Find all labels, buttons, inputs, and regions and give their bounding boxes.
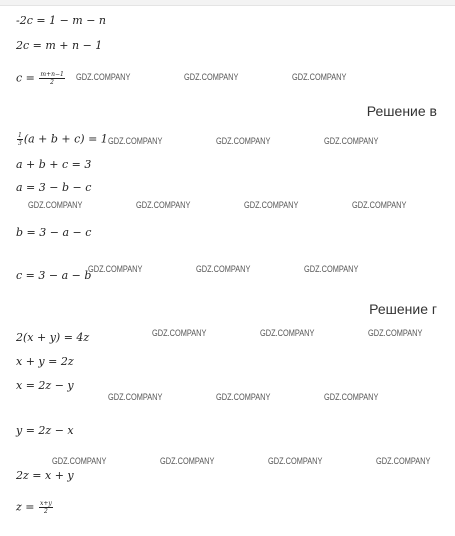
- equation-line: 2(x + y) = 4z: [16, 331, 90, 344]
- watermark: GDZ.COMPANY: [136, 200, 191, 210]
- fraction: [39, 500, 53, 515]
- equation-line: x + y = 2z: [16, 355, 74, 368]
- fraction-numerator: x+y: [40, 500, 52, 507]
- fraction-numerator: m+n−1: [40, 71, 64, 78]
- equation-line: [16, 71, 66, 86]
- watermark: GDZ.COMPANY: [184, 72, 239, 82]
- watermark: GDZ.COMPANY: [244, 200, 299, 210]
- top-bar: [0, 0, 455, 6]
- equation-line: [16, 500, 54, 515]
- watermark: GDZ.COMPANY: [108, 136, 163, 146]
- equation-line: a + b + c = 3: [16, 158, 92, 171]
- fraction-denominator: 2: [44, 508, 48, 515]
- equation-line: a = 3 − b − c: [16, 181, 92, 194]
- watermark: GDZ.COMPANY: [216, 136, 271, 146]
- equation-line: -2c = 1 − m − n: [16, 14, 107, 27]
- equation-line: x = 2z − y: [16, 379, 74, 392]
- watermark: GDZ.COMPANY: [324, 392, 379, 402]
- fraction: [39, 71, 64, 86]
- watermark: GDZ.COMPANY: [352, 200, 407, 210]
- equation-line: y = 2z − x: [16, 424, 74, 437]
- watermark: GDZ.COMPANY: [28, 200, 83, 210]
- watermark: GDZ.COMPANY: [260, 328, 315, 338]
- watermark: GDZ.COMPANY: [292, 72, 347, 82]
- fraction: [17, 132, 23, 147]
- watermark: GDZ.COMPANY: [76, 72, 131, 82]
- equation-line: 2z = x + y: [16, 469, 74, 482]
- watermark: GDZ.COMPANY: [268, 456, 323, 466]
- solution-v-heading: Решение в: [366, 103, 437, 119]
- watermark: GDZ.COMPANY: [304, 264, 359, 274]
- watermark: GDZ.COMPANY: [160, 456, 215, 466]
- equation-line: c = 3 − a − b: [16, 269, 92, 282]
- equation-lhs: z =: [16, 500, 39, 514]
- watermark: GDZ.COMPANY: [52, 456, 107, 466]
- equation-line: 2c = m + n − 1: [16, 39, 103, 52]
- equation-line: b = 3 − a − c: [16, 226, 92, 239]
- watermark: GDZ.COMPANY: [88, 264, 143, 274]
- solution-g-heading: Решение г: [369, 301, 437, 317]
- watermark: GDZ.COMPANY: [216, 392, 271, 402]
- watermark: GDZ.COMPANY: [152, 328, 207, 338]
- watermark: GDZ.COMPANY: [324, 136, 379, 146]
- equation-lhs: c =: [16, 71, 39, 85]
- watermark: GDZ.COMPANY: [196, 264, 251, 274]
- fraction-denominator: 2: [50, 79, 54, 86]
- watermark: GDZ.COMPANY: [368, 328, 423, 338]
- watermark: GDZ.COMPANY: [376, 456, 431, 466]
- equation-line: [16, 132, 108, 147]
- fraction-numerator: 1: [18, 132, 22, 139]
- fraction-denominator: 3: [18, 140, 22, 147]
- equation-rest: (a + b + c) = 1: [23, 132, 108, 146]
- watermark: GDZ.COMPANY: [108, 392, 163, 402]
